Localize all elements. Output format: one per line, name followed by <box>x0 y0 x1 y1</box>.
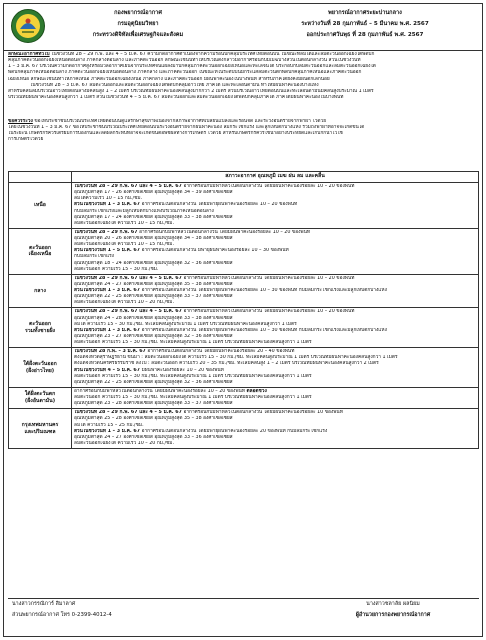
forecast-line <box>74 401 476 407</box>
forecast-period-label: ในช่วงวันที่ 28 – 29 ก.พ. 67 และ 4 – 5 มี.ค. 67 <box>74 309 182 315</box>
forecast-text: ลมตะวันออก ความเร็ว 15 – 30 กม./ชม. ทะเลมีคลื่นสูงประมาณ 1 เมตร บริเวณที่มีฝนฟ้าคะนองคลื่นสูงกว่า 1 เมตร <box>74 340 312 345</box>
region-name: เหนือ <box>34 202 46 209</box>
forecast-text: อุณหภูมิต่ำสุด 17 – 26 องศาเซลเซียส อุณหภูมิสูงสุด 34 – 39 องศาเซลเซียส <box>74 190 233 196</box>
forecast-period-label: ในช่วงวันที่ 28 – 29 ก.พ. 67 <box>74 229 138 235</box>
caution-line: ขอให้ประชาชนบริเวณประเทศไทยตอนบนดูแลรักษาสุขภาพเนื่องจากสภาพอากาศที่เปลี่ยนแปลงและร้อนจัด และระวังอันตรายจากฟ้าผ่า ไว้ด้วย <box>34 119 327 124</box>
forecast-text: อุณหภูมิต่ำสุด 23 – 27 องศาเซลเซียส อุณหภูมิสูงสุด 32 – 36 องศาเซลเซียส <box>74 333 233 339</box>
table-row <box>9 348 479 388</box>
region-name: (ฝั่งอันดามัน) <box>24 398 56 405</box>
forecast-line <box>74 340 476 346</box>
summary-line: บริเวณที่มีฝนฟ้าคะนองคลื่นสูงกว่า 1 เมตร ส่วนในช่วงวันที่ 4 – 5 มี.ค. 67 ลมตะวันออกและลมตะวันออกเฉียงใต้พัดปกคลุมภาคใต้ ภาคใต้มีฝนฟ้าคะนองในบางพื้นที่ <box>8 94 344 100</box>
forecast-period-label: ในช่วงวันที่ 28 – 29 ก.พ. 67 และ 4 – 5 มี.ค. 67 <box>74 275 182 281</box>
region-name: รวมทั้งชายฝั่ง <box>24 327 56 334</box>
general-weather-section <box>8 52 478 101</box>
agency-ministry: กระทรวงดิจิทัลเพื่อเศรษฐกิจและสังคม <box>92 32 184 38</box>
forecast-period-label: ในช่วงวันที่ 28 ก.พ. – 3 มี.ค. 67 <box>74 349 146 355</box>
forecast-detail-cell <box>72 308 479 348</box>
author-name: นางสาวกรรณิการ์ สิมาลาศ <box>12 601 76 607</box>
forecast-text: อุณหภูมิต่ำสุด 18 – 24 องศาเซลเซียส อุณหภูมิสูงสุด 32 – 36 องศาเซลเซียส <box>74 260 233 266</box>
forecast-period-label: ตลอดช่วง <box>246 388 267 394</box>
forecast-period-label: ส่วนในช่วงวันที่ 1 – 3 มี.ค. 67 <box>74 288 141 293</box>
region-name: กรุงเทพมหานคร <box>21 421 59 428</box>
regional-forecast-table <box>8 171 479 449</box>
summary-line: สำหรับคลื่นลมบริเวณอ่าวไทยตอนล่างมีคลื่นสูง 1 – 2 เมตร บริเวณที่มีฝนฟ้าคะนองคลื่นสูงมากกว่า 2 เมตร ส่วนบริเวณอ่าวไทยตอนบนและทะเลอันดามันมีคลื่นสูงประมาณ 1 เมตร <box>8 88 374 94</box>
summary-line: เฉียงเหนือ ลักษณะเช่นนี้ทำให้ภาคเหนือ ภาคตะวันออกเฉียงเหนือ ภาคกลาง และภาคตะวันออก มีฝนฟ้าคะนองในบางพื้นที่ สำหรับภาคใต้ยังคงมีฝนตกเล็กน้อย <box>8 76 330 82</box>
forecast-detail-cell <box>72 183 479 229</box>
table-row <box>9 409 479 449</box>
forecast-period-label: ส่วนในช่วงวันที่ 1 – 3 มี.ค. 67 <box>74 202 141 208</box>
region-name-cell <box>9 274 72 308</box>
region-name-cell <box>9 409 72 449</box>
region-name: และปริมณฑล <box>24 428 56 435</box>
agency-division: กองพยากรณ์อากาศ <box>114 10 162 16</box>
forecast-detail-cell <box>72 274 479 308</box>
forecast-title: พยากรณ์อากาศระยะปานกลาง <box>328 10 402 16</box>
bulletin-page <box>3 3 483 637</box>
forecast-detail-cell <box>72 228 479 274</box>
region-header-cell <box>9 172 72 183</box>
summary-line: ในช่วงวันที่ 28 – 29 ก.พ. และ 4 – 5 มี.ค. 67 ความกดอากาศต่ำเนื่องจากความร้อนปกคลุมประเทศไทยตอนบน ในขณะที่ลมใต้และลมตะวันออกเฉียงใต้พัดปก <box>51 52 375 57</box>
caution-line: การเกษตรไว้ด้วย <box>8 137 44 143</box>
agency-department: กรมอุตุนิยมวิทยา <box>117 21 159 27</box>
forecast-text: อุณหภูมิต่ำสุด 24 – 27 องศาเซลเซียส อุณหภูมิสูงสุด 33 – 36 องศาเซลเซียส <box>74 434 233 440</box>
agency-names <box>48 8 228 41</box>
forecast-text: ลมตะวันออกเฉียงใต้ ความเร็ว 10 – 20 กม./ชม. <box>74 440 174 446</box>
forecast-text: อากาศร้อนกับมีฟ้าหลัวในตอนกลางวัน โดยมีฝนฟ้าคะนองร้อยละ 10 – 20 ของพื้นที่ <box>181 184 355 189</box>
forecast-period-label: ในช่วงวันที่ 28 – 29 ก.พ. 67 และ 4 – 5 มี.ค. 67 <box>74 410 182 416</box>
table-row <box>9 183 479 229</box>
region-name: (ฝั่งอ่าวไทย) <box>25 367 55 374</box>
forecast-line <box>74 300 476 306</box>
forecast-text: อุณหภูมิต่ำสุด 22 – 25 องศาเซลเซียส อุณหภูมิสูงสุด 32 – 36 องศาเซลเซียส <box>74 379 233 385</box>
forecast-text: ตั้งแต่จังหวัดสุราษฎร์ธานี ขึ้นมา : ลมตะวันออกเฉียงใต้ ความเร็ว 15 – 30 กม./ชม. ทะเลมีคลื่นสูงประมาณ 1 เมตร บริเวณที่มีฝนฟ้าคะนองคลื่นสูงกว่า 1 เมตร <box>74 355 398 361</box>
summary-line: ในช่วงวันที่ 28 – 3 มี.ค. 67 ลมตะวันออกและลมตะวันออกเฉียงใต้พัดปกคลุมอ่าวไทย ภาคใต้ และทะเลอันดามัน ทำให้มีฝนฟ้าคะนองบางแห่ง <box>30 82 319 88</box>
caution-line: โดยในช่วงวันที่ 1 – 3 มี.ค. 67 ขอให้ประชาชนบริเวณประเทศไทยตอนบนระวังอันตรายจากฝนฟ้าคะนอง ลมกระโชกแรง และลูกเห็บตกบางแห่ง รวมถึงฟ้าผ่าที่อาจจะเกิดขึ้นได้ <box>8 125 365 131</box>
table-title: สภาวะอากาศ อุณหภูมิ เมฆ ฝน ลม และคลื่น <box>72 172 479 183</box>
forecast-text: อุณหภูมิต่ำสุด 22 – 25 องศาเซลเซียส อุณหภูมิสูงสุด 33 – 37 องศาเซลเซียส <box>74 294 233 300</box>
forecast-text: อากาศร้อนกับมีฟ้าหลัวในตอนกลางวัน โดยมีฝนฟ้าคะนองร้อยละ 10 – 20 ของพื้นที่ <box>74 388 247 394</box>
forecast-period: ระหว่างวันที่ 28 กุมภาพันธ์ – 5 มีนาคม พ.ศ. 2567 <box>301 21 429 27</box>
table-row <box>9 308 479 348</box>
forecast-line <box>74 267 476 273</box>
forecast-text: ลมตะวันออก ความเร็ว 15 – 30 กม./ชม. <box>74 266 159 272</box>
forecast-text: ลมตะวันออก ความเร็ว 15 – 30 กม./ชม. ทะเลมีคลื่นสูงประมาณ 1 เมตร บริเวณที่มีฝนฟ้าคะนองคลื่นสูงกว่า 1 เมตร <box>74 395 312 400</box>
caution-heading: ข้อควรระวัง <box>8 119 33 124</box>
forecast-text: อุณหภูมิต่ำสุด 17 – 24 องศาเซลเซียส อุณหภูมิสูงสุด 33 – 38 องศาเซลเซียส <box>74 214 233 220</box>
forecast-text: อากาศร้อนในตอนกลางวัน โดยมีพายุฝนฟ้าคะนองร้อยละ 10 – 30 ของพื้นที่ กับมีลมกระโชกแรงและมีลูกเห็บตกบางแห่ง <box>140 288 387 293</box>
forecast-text: ลมตะวันออกเฉียงใต้ ความเร็ว 10 – 15 กม./ชม. <box>74 220 174 226</box>
forecast-text: กับมีลมกระโชกแรง <box>74 254 115 260</box>
caution-section <box>8 119 478 144</box>
contact-line: ส่วนพยากรณ์อากาศ โทร 0-2399-4012-4 <box>12 612 112 618</box>
table-row <box>9 228 479 274</box>
region-name: เฉียงเหนือ <box>28 251 52 258</box>
region-name-cell <box>9 308 72 348</box>
forecast-line <box>74 380 476 386</box>
issue-date: ออกประกาศวันพุธ ที่ 28 กุมภาพันธ์ พ.ศ. 2567 <box>306 32 424 38</box>
forecast-text: อากาศร้อนกับมีฟ้าหลัวในตอนกลางวัน โดยมีฝนฟ้าคะนองร้อยละ 10 – 20 ของพื้นที่ <box>181 309 355 315</box>
forecast-period-label: ส่วนในช่วงวันที่ 1 – 3 มี.ค. 67 <box>74 327 141 333</box>
forecast-text: อุณหภูมิต่ำสุด 24 – 28 องศาเซลเซียส อุณหภูมิสูงสุด 33 – 38 องศาเซลเซียส <box>74 315 233 321</box>
forecast-text: ลมตะวันออกเฉียงใต้ ความเร็ว 10 – 15 กม./ชม. <box>74 242 174 248</box>
forecast-text: อุณหภูมิต่ำสุด 25 – 28 องศาเซลเซียส อุณหภูมิสูงสุด 35 – 38 องศาเซลเซียส <box>74 416 233 422</box>
region-name: ตะวันออก <box>29 244 51 251</box>
director-title: ผู้อำนวยการกองพยากรณ์อากาศ <box>355 612 431 618</box>
region-name-cell <box>9 228 72 274</box>
table-header-row <box>9 172 479 183</box>
forecast-period-label: ส่วนในช่วงวันที่ 4 – 5 มี.ค. 67 <box>74 367 141 373</box>
forecast-period-label: ส่วนในช่วงวันที่ 1 – 5 มี.ค. 67 <box>74 248 141 254</box>
forecast-text: ลมใต้ ความเร็ว 15 – 25 กม./ชม. <box>74 422 144 428</box>
forecast-period-label: ในช่วงวันที่ 28 – 29 ก.พ. 67 และ 4 – 5 มี.ค. 67 <box>74 184 182 189</box>
forecast-text: กับมีลมกระโชกแรงและมีลูกเห็บตกบางแห่งบริเวณภาคเหนือตอนล่าง <box>74 208 214 214</box>
forecast-text: อากาศร้อนในตอนกลางวัน โดยมีพายุฝนฟ้าคะนองร้อยละ 10 – 20 ของพื้นที่ <box>140 202 298 208</box>
summary-line: คลุมภาคตะวันออกเฉียงเหนือตอนล่าง ภาคกลางตอนล่าง และภาคตะวันออก ลักษณะเช่นนี้ทำให้บริเวณดังกล่าวมีอากาศร้อนกับมีเมฆบางส่วนในตอนกลางวัน ส่วนในช่วงวันที่ <box>8 58 361 64</box>
forecast-text: อุณหภูมิต่ำสุด 24 – 27 องศาเซลเซียส อุณหภูมิสูงสุด 35 – 38 องศาเซลเซียส <box>74 281 233 287</box>
table-row <box>9 274 479 308</box>
bulletin-header <box>4 4 482 51</box>
general-weather-heading: ลักษณะอากาศทั่วไป <box>8 52 50 57</box>
forecast-title-block <box>254 8 476 41</box>
forecast-text: ตั้งแต่จังหวัดนครศรีธรรมราช ลงไป : ลมตะวันออก ความเร็ว 20 – 35 กม./ชม. ทะเลมีคลื่นสูง 1 – 2 เมตร บริเวณที่มีฝนฟ้าคะนองคลื่นสูงกว่า 2 เมตร <box>74 361 379 367</box>
director-name: นางสาวชลาลัย ผลนิยม <box>366 601 420 607</box>
forecast-text: อากาศร้อนกับมีฟ้าหลัวในตอนกลางวัน โดยมีฝนฟ้าคะนองร้อยละ 10 – 20 ของพื้นที่ <box>181 275 355 281</box>
forecast-line <box>74 221 476 227</box>
forecast-text: อากาศร้อนกับมีฟ้าหลัวในตอนกลางวัน โดยมีฝนฟ้าคะนองร้อยละ 10 – 20 ของพื้นที่ <box>137 229 311 235</box>
forecast-text: อากาศร้อนกับมีฟ้าหลัวในตอนกลางวัน โดยมีฝนฟ้าคะนองร้อยละ 10 ของพื้นที่ <box>181 410 343 416</box>
department-emblem-icon <box>10 7 46 45</box>
forecast-detail-cell <box>72 348 479 388</box>
forecast-text: มีฝนฟ้าคะนองร้อยละ 10 – 20 ของพื้นที่ <box>140 367 224 373</box>
region-name: ใต้ฝั่งตะวันตก <box>24 391 56 398</box>
region-name-cell <box>9 183 72 229</box>
forecast-text: ลมตะวันออกเฉียงใต้ ความเร็ว 10 – 20 กม./ชม. <box>74 300 174 306</box>
forecast-text: อากาศร้อนในตอนกลางวัน โดยมีพายุฝนฟ้าคะนองร้อยละ 10 – 30 ของพื้นที่ กับมีลมกระโชกแรงและมีลูกเห็บตกบางแห่ง <box>140 327 387 333</box>
forecast-detail-cell <box>72 409 479 449</box>
forecast-line <box>74 441 476 447</box>
forecast-period-label: ส่วนในช่วงวันที่ 1 – 3 มี.ค. 67 <box>74 428 141 434</box>
forecast-text: ลมตะวันออก ความเร็ว 15 – 30 กม./ชม. ทะเลมีคลื่นสูงประมาณ 1 เมตร บริเวณที่มีฝนฟ้าคะนองคลื่นสูงกว่า 1 เมตร <box>74 373 312 379</box>
forecast-detail-cell <box>72 387 479 408</box>
region-name-cell <box>9 387 72 408</box>
forecast-text: ลมใต้ความเร็ว 10 – 15 กม./ชม. <box>74 196 143 202</box>
region-name: ใต้ฝั่งตะวันออก <box>23 360 57 367</box>
region-name: ตะวันออก <box>29 321 51 328</box>
forecast-text: ลมใต้ ความเร็ว 15 – 30 กม./ชม. ทะเลมีคลื่นสูงประมาณ 1 เมตร บริเวณที่มีฝนฟ้าคะนองคลื่นสูงกว่า 1 เมตร <box>74 321 297 327</box>
forecast-text: อุณหภูมิต่ำสุด 20 – 26 องศาเซลเซียส อุณหภูมิสูงสุด 34 – 38 องศาเซลเซียส <box>74 236 233 241</box>
table-row <box>9 387 479 408</box>
forecast-text: อากาศร้อนในตอนกลางวัน มีพายุฝนฟ้าคะนองร้อยละ 10 – 30 ของพื้นที่ <box>140 248 289 254</box>
caution-line: ในระยะนี้ เกษตรกรควรเตรียมการป้องกันและลดผลกระทบที่อาจจะเกิดขึ้นต่อพืชผลทางการเกษตร ไว้ด้วย สำหรับเกษตรกรควรใช้น้ำอย่างประหยัดและเก็บกักน้ำไว้ใช้ <box>8 131 343 137</box>
region-name: กลาง <box>34 287 46 294</box>
summary-line: พัดปกคลุมภาคเหนือตอนล่าง ภาคตะวันออกเฉียงเหนือตอนล่าง ภาคกลาง และภาคตะวันออก ในขณะที่ในระดับบนมีกระแสลมตะวันตกพัดปกคลุมภาคเหนือและภาคตะวันออก <box>8 70 362 76</box>
forecast-text: อากาศร้อนในตอนกลางวัน โดยมีพายุฝนฟ้าคะนองร้อยละ 20 ของพื้นที่ กับมีลมกระโชกแรง <box>140 428 328 434</box>
summary-line: 1 – 3 มี.ค. 67 บริเวณความกดอากาศสูงหรือมวลอากาศเย็นจากประเทศจีนแผ่ลงมาปกคลุมภาคตะวันออกเฉียงเหนือและทะเลจีนใต้ ประกอบกับลมตะวันออกและลมตะวันออกเฉียงใต้ <box>8 64 376 70</box>
region-name-cell <box>9 348 72 388</box>
forecast-text: อากาศร้อนในตอนกลางวัน โดยมีฝนฟ้าคะนองร้อยละ 20 – 40 ของพื้นที่ <box>145 349 295 355</box>
forecast-text: อุณหภูมิต่ำสุด 23 – 28 องศาเซลเซียส อุณหภูมิสูงสุด 33 – 37 องศาเซลเซียส <box>74 401 233 407</box>
